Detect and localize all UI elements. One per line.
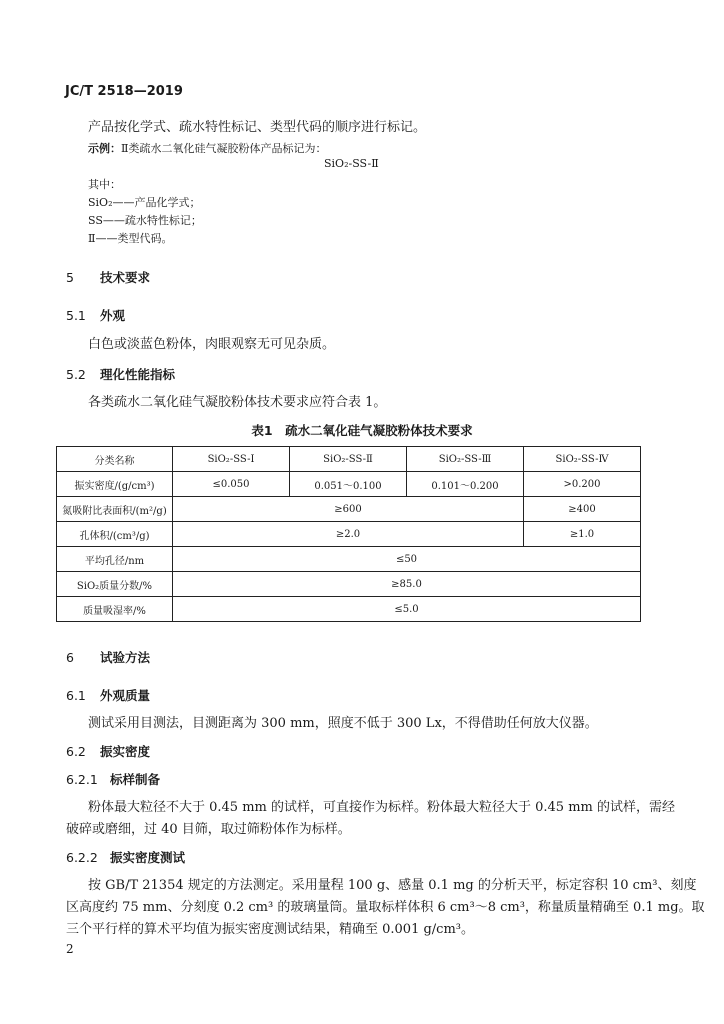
table-caption: 表1 疏水二氧化硅气凝胶粉体技术要求	[251, 423, 473, 438]
header-cell: SiO₂-SS-Ⅳ	[524, 447, 641, 472]
table-header-row	[57, 447, 641, 472]
definition-formula: SiO₂——产品化学式；	[88, 196, 201, 209]
table-cell: 0.051～0.100	[290, 472, 407, 497]
header-cell: SiO₂-SS-Ⅱ	[290, 447, 407, 472]
spec-table	[56, 446, 641, 622]
table-row	[57, 547, 641, 572]
row-label: SiO₂质量分数/%	[57, 572, 173, 597]
where-label: 其中：	[88, 178, 121, 191]
table-cell: ≤0.050	[173, 472, 290, 497]
product-mark: SiO₂-SS-Ⅱ	[324, 157, 379, 170]
section-5-2-heading: 5.2 理化性能指标	[66, 367, 176, 382]
section-6-2-1-heading: 6.2.1 标样制备	[66, 772, 161, 787]
row-label: 平均孔径/nm	[57, 547, 173, 572]
section-6-2-2-heading: 6.2.2 振实密度测试	[66, 850, 186, 865]
section-5-heading: 5 技术要求	[66, 270, 151, 285]
section-6-2-heading: 6.2 振实密度	[66, 744, 151, 759]
row-label: 氮吸附比表面积/(m²/g)	[57, 497, 173, 522]
header-cell: 分类名称	[57, 447, 173, 472]
table-cell-merged: ≥85.0	[173, 572, 641, 597]
tap-density-text-line1: 按 GB/T 21354 规定的方法测定。采用量程 100 g、感量 0.1 mg 的分析天平，标定容积 10 cm³、刻度	[88, 878, 697, 893]
table-row	[57, 497, 641, 522]
tap-density-text-line2: 区高度约 75 mm、分刻度 0.2 cm³ 的玻璃量筒。量取标样体积 6 cm³～8 cm³，称量质量精确至 0.1 mg。取	[66, 900, 705, 915]
table-cell: ≥400	[524, 497, 641, 522]
standard-number: JC/T 2518—2019	[65, 84, 183, 99]
table-row	[57, 472, 641, 497]
table-row	[57, 522, 641, 547]
header-cell: SiO₂-SS-Ⅰ	[173, 447, 290, 472]
page-number: 2	[66, 942, 74, 956]
table-cell-merged: ≤5.0	[173, 597, 641, 622]
table-cell-merged: ≤50	[173, 547, 641, 572]
table-row	[57, 572, 641, 597]
table-cell: ≥1.0	[524, 522, 641, 547]
table-cell-merged: ≥600	[173, 497, 524, 522]
table-cell-merged: ≥2.0	[173, 522, 524, 547]
sample-prep-text-line2: 破碎或磨细，过 40 目筛，取过筛粉体作为标样。	[66, 822, 351, 837]
marking-order-text: 产品按化学式、疏水特性标记、类型代码的顺序进行标记。	[88, 120, 427, 135]
section-6-heading: 6 试验方法	[66, 650, 151, 665]
row-label: 振实密度/(g/cm³)	[57, 472, 173, 497]
requirement-text: 各类疏水二氧化硅气凝胶粉体技术要求应符合表 1。	[88, 395, 387, 410]
definition-hydrophobic: SS——疏水特性标记；	[88, 214, 202, 227]
section-6-1-heading: 6.1 外观质量	[66, 688, 151, 703]
example-line	[88, 140, 326, 156]
table-cell: 0.101～0.200	[407, 472, 524, 497]
example-text: Ⅱ类疏水二氧化硅气凝胶粉体产品标记为：	[121, 142, 327, 155]
definition-type: Ⅱ——类型代码。	[88, 232, 173, 245]
visual-inspection-text: 测试采用目测法，目测距离为 300 mm，照度不低于 300 Lx，不得借助任何放大仪器。	[88, 716, 598, 731]
table-cell: >0.200	[524, 472, 641, 497]
tap-density-text-line3: 三个平行样的算术平均值为振实密度测试结果，精确至 0.001 g/cm³。	[66, 922, 475, 937]
table-row	[57, 597, 641, 622]
section-5-1-heading: 5.1 外观	[66, 308, 126, 323]
example-label: 示例：	[88, 142, 121, 155]
sample-prep-text-line1: 粉体最大粒径不大于 0.45 mm 的试样，可直接作为标样。粉体最大粒径大于 0.45 mm 的试样，需经	[88, 800, 675, 815]
appearance-text: 白色或淡蓝色粉体，肉眼观察无可见杂质。	[88, 337, 336, 352]
row-label: 孔体积/(cm³/g)	[57, 522, 173, 547]
header-cell: SiO₂-SS-Ⅲ	[407, 447, 524, 472]
row-label: 质量吸湿率/%	[57, 597, 173, 622]
